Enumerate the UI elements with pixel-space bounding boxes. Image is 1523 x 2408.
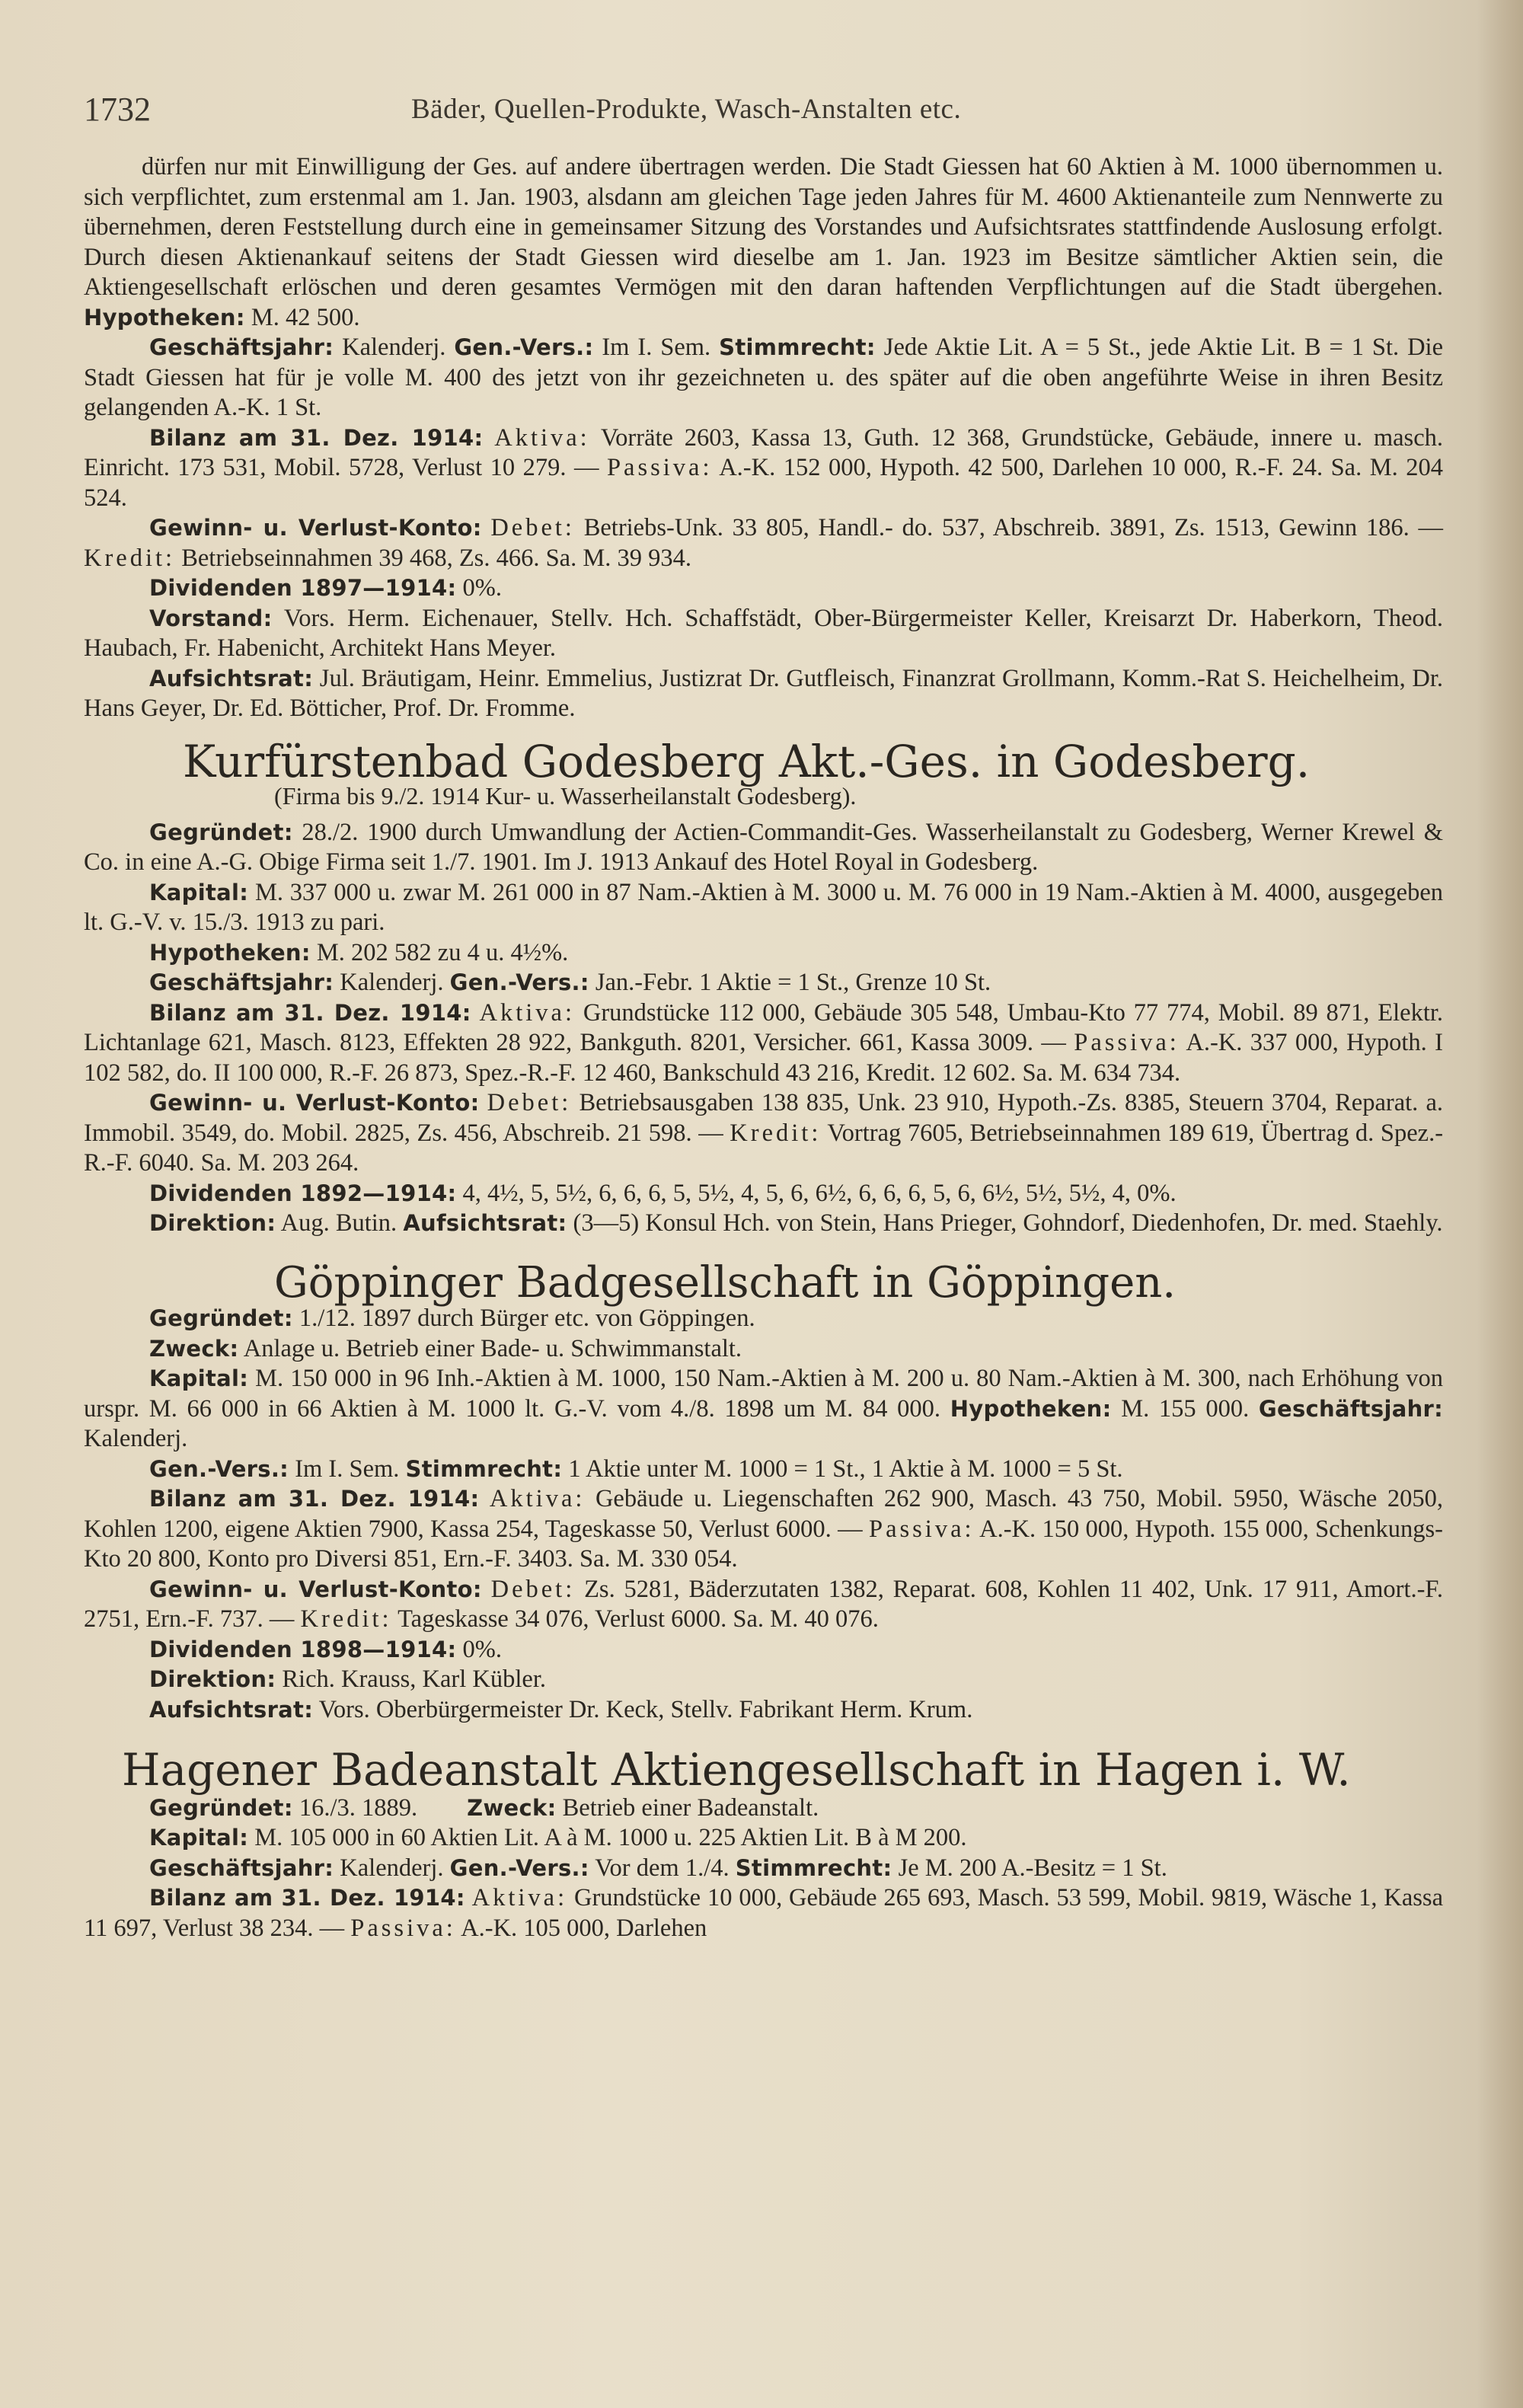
goeppingen-dividends: Dividenden 1898—1914: 0%.	[149, 1635, 502, 1663]
goeppingen-supervisory-board: Aufsichtsrat: Vors. Oberbürgermeister Dr. Keck, Stellv. Fabrikant Herm. Krum.	[149, 1695, 973, 1723]
godesberg-business-year: Geschäftsjahr: Kalenderj. Gen.-Vers.: Jan.-Febr. 1 Aktie = 1 St., Grenze 10 St.	[149, 969, 991, 996]
carryover-dividends: Dividenden 1897—1914: 0%.	[149, 574, 502, 602]
godesberg-dividends: Dividenden 1892—1914: 4, 4½, 5, 5½, 6, 6, 6, 5, 5½, 4, 5, 6, 6½, 6, 6, 6, 5, 6, 6½, 5½, 5½, 4, 0%.	[149, 1179, 1177, 1207]
goeppingen-capital: Kapital: M. 150 000 in 96 Inh.-Aktien à M. 1000, 150 Nam.-Aktien à M. 200 u. 80 Nam.-Aktien à M. 300, nach Erhöhung von urspr. M. 66 000 in 66 Aktien à M. 1000 lt. G.-V. vom 4./8. 1898 um M. 84 000. Hypotheken: M. 155 000. Geschäftsjahr: Kalenderj.	[84, 1365, 1444, 1452]
carryover-profit-loss: Gewinn- u. Verlust-Konto: Debet: Betriebs-Unk. 33 805, Handl.- do. 537, Abschreib. 3891, Zs. 1513, Gewinn 186. — Kredit: Betriebseinnahmen 39 468, Zs. 466. Sa. M. 39 934.	[84, 514, 1444, 572]
company-title-hagen: Hagener Badeanstalt Aktiengesellschaft in Hagen i. W.	[122, 1744, 1351, 1796]
carryover-balance: Bilanz am 31. Dez. 1914: Aktiva: Vorräte 2603, Kassa 13, Guth. 12 368, Grundstücke, Gebäude, innere u. masch. Einricht. 173 531, Mobil. 5728, Verlust 10 279. — Passiva: A.-K. 152 000, Hypoth. 42 500, Darlehen 10 000, R.-F. 24. Sa. M. 204 524.	[84, 423, 1444, 512]
goeppingen-founded: Gegründet: 1./12. 1897 durch Bürger etc. von Göppingen.	[149, 1305, 755, 1332]
page-number: 1732	[84, 91, 151, 128]
godesberg-founded: Gegründet: 28./2. 1900 durch Umwandlung der Actien-Commandit-Ges. Wasserheilanstalt zu Godesberg, Werner Krewel & Co. in eine A.-G. Obige Firma seit 1./7. 1901. Im J. 1913 Ankauf des Hotel Royal in Godesberg.	[84, 818, 1443, 876]
running-title: Bäder, Quellen-Produkte, Wasch-Anstalten etc.	[411, 94, 962, 125]
company-title-goeppingen: Göppinger Badgesellschaft in Göppingen.	[274, 1257, 1177, 1308]
carryover-entry	[84, 152, 1443, 724]
carryover-business-year: Geschäftsjahr: Kalenderj. Gen.-Vers.: Im I. Sem. Stimmrecht: Jede Aktie Lit. A = 5 St., jede Aktie Lit. B = 1 St. Die Stadt Giessen hat für je volle M. 400 des jetzt von ihr gezeichneten u. des später auf die oben angeführte Weise in ihren Besitz gelangenden A.-K. 1 St.	[84, 334, 1444, 421]
hagen-business-year: Geschäftsjahr: Kalenderj. Gen.-Vers.: Vor dem 1./4. Stimmrecht: Je M. 200 A.-Besitz = 1 St.	[149, 1854, 1167, 1882]
carryover-paragraph: dürfen nur mit Einwilligung der Ges. auf andere übertragen werden. Die Stadt Giessen hat 60 Aktien à M. 1000 übernommen u. sich verpflichtet, zum erstenmal am 1. Jan. 1903, alsdann am gleichen Tage jeden Jahres für M. 4600 Aktienanteile zum Nennwerte zu übernehmen, deren Feststellung durch eine in gemeinsamer Sitzung des Vorstandes und Aufsichtsrates stattfindende Auslosung erfolgt. Durch diesen Aktienankauf seitens der Stadt Giessen wird dieselbe am 1. Jan. 1923 im Besitze sämtlicher Aktien sein, die Aktiengesellschaft erlöschen und deren gesamtes Vermögen mit den daran haftenden Verpflichtungen auf die Stadt übergehen. Hypotheken: M. 42 500.	[84, 153, 1443, 331]
goeppingen-management: Direktion: Rich. Krauss, Karl Kübler.	[149, 1665, 546, 1693]
page-header	[84, 90, 1432, 136]
godesberg-capital: Kapital: M. 337 000 u. zwar M. 261 000 in 87 Nam.-Aktien à M. 3000 u. M. 76 000 in 19 Nam.-Aktien à M. 4000, ausgegeben lt. G.-V. v. 15./3. 1913 zu pari.	[84, 878, 1444, 936]
hagen-founded: Gegründet: 16./3. 1889. Zweck: Betrieb einer Badeanstalt.	[149, 1793, 819, 1822]
entry-hagen	[84, 1793, 1443, 1944]
carryover-supervisory-board: Aufsichtsrat: Jul. Bräutigam, Heinr. Emmelius, Justizrat Dr. Gutfleisch, Finanzrat Grollmann, Komm.-Rat S. Heichelheim, Dr. Hans Geyer, Dr. Ed. Bötticher, Prof. Dr. Fromme.	[84, 664, 1444, 722]
page-content	[84, 152, 1443, 1943]
godesberg-management: Direktion: Aug. Butin. Aufsichtsrat: (3—5) Konsul Hch. von Stein, Hans Prieger, Gohndorf, Diedenhofen, Dr. med. Staehly.	[149, 1209, 1443, 1237]
hagen-capital: Kapital: M. 105 000 in 60 Aktien Lit. A à M. 1000 u. 225 Aktien Lit. B à M 200.	[149, 1824, 967, 1851]
godesberg-balance: Bilanz am 31. Dez. 1914: Aktiva: Grundstücke 112 000, Gebäude 305 548, Umbau-Kto 77 774, Mobil. 89 871, Elektr. Lichtanlage 621, Masch. 8123, Effekten 28 922, Bankguth. 8201, Versicher. 661, Kassa 3009. — Passiva: A.-K. 337 000, Hypoth. I 102 582, do. II 100 000, R.-F. 26 873, Spez.-R.-F. 12 460, Bankschuld 43 216, Kredit. 12 602. Sa. M. 634 734.	[84, 998, 1444, 1087]
goeppingen-meeting: Gen.-Vers.: Im I. Sem. Stimmrecht: 1 Aktie unter M. 1000 = 1 St., 1 Aktie à M. 1000 = 5 St.	[149, 1455, 1123, 1483]
page-edge-shadow	[1477, 0, 1523, 2408]
goeppingen-balance: Bilanz am 31. Dez. 1914: Aktiva: Gebäude u. Liegenschaften 262 900, Masch. 43 750, Mobil. 5950, Wäsche 2050, Kohlen 1200, eigene Aktien 7900, Kassa 254, Tageskasse 50, Verlust 6000. — Passiva: A.-K. 150 000, Hypoth. 155 000, Schenkungs-Kto 20 800, Konto pro Diversi 851, Ern.-F. 3403. Sa. M. 330 054.	[84, 1485, 1443, 1573]
carryover-board: Vorstand: Vors. Herm. Eichenauer, Stellv. Hch. Schaffstädt, Ober-Bürgermeister Keller, Kreisarzt Dr. Haberkorn, Theod. Haubach, Fr. Habenicht, Architekt Hans Meyer.	[84, 604, 1443, 662]
goeppingen-profit-loss: Gewinn- u. Verlust-Konto: Debet: Zs. 5281, Bäderzutaten 1382, Reparat. 608, Kohlen 11 402, Unk. 17 911, Amort.-F. 2751, Ern.-F. 737. — Kredit: Tageskasse 34 076, Verlust 6000. Sa. M. 40 076.	[84, 1575, 1444, 1633]
hagen-balance: Bilanz am 31. Dez. 1914: Aktiva: Grundstücke 10 000, Gebäude 265 693, Masch. 53 599, Mobil. 9819, Wäsche 1, Kassa 11 697, Verlust 38 234. — Passiva: A.-K. 105 000, Darlehen	[84, 1884, 1444, 1942]
godesberg-mortgages: Hypotheken: M. 202 582 zu 4 u. 4½%.	[149, 938, 569, 966]
company-subtitle-godesberg: (Firma bis 9./2. 1914 Kur- u. Wasserheilanstalt Godesberg).	[274, 782, 857, 810]
entry-goeppingen	[84, 1304, 1443, 1725]
company-title-godesberg: Kurfürstenbad Godesberg Akt.-Ges. in Godesberg.	[183, 735, 1311, 787]
entry-godesberg	[84, 818, 1443, 1239]
godesberg-profit-loss: Gewinn- u. Verlust-Konto: Debet: Betriebsausgaben 138 835, Unk. 23 910, Hypoth.-Zs. 8385, Steuern 3704, Reparat. a. Immobil. 3549, do. Mobil. 2825, Zs. 456, Abschreib. 21 598. — Kredit: Vortrag 7605, Betriebseinnahmen 189 619, Übertrag d. Spez.-R.-F. 6040. Sa. M. 203 264.	[84, 1089, 1444, 1177]
goeppingen-purpose: Zweck: Anlage u. Betrieb einer Bade- u. Schwimmanstalt.	[149, 1334, 742, 1362]
